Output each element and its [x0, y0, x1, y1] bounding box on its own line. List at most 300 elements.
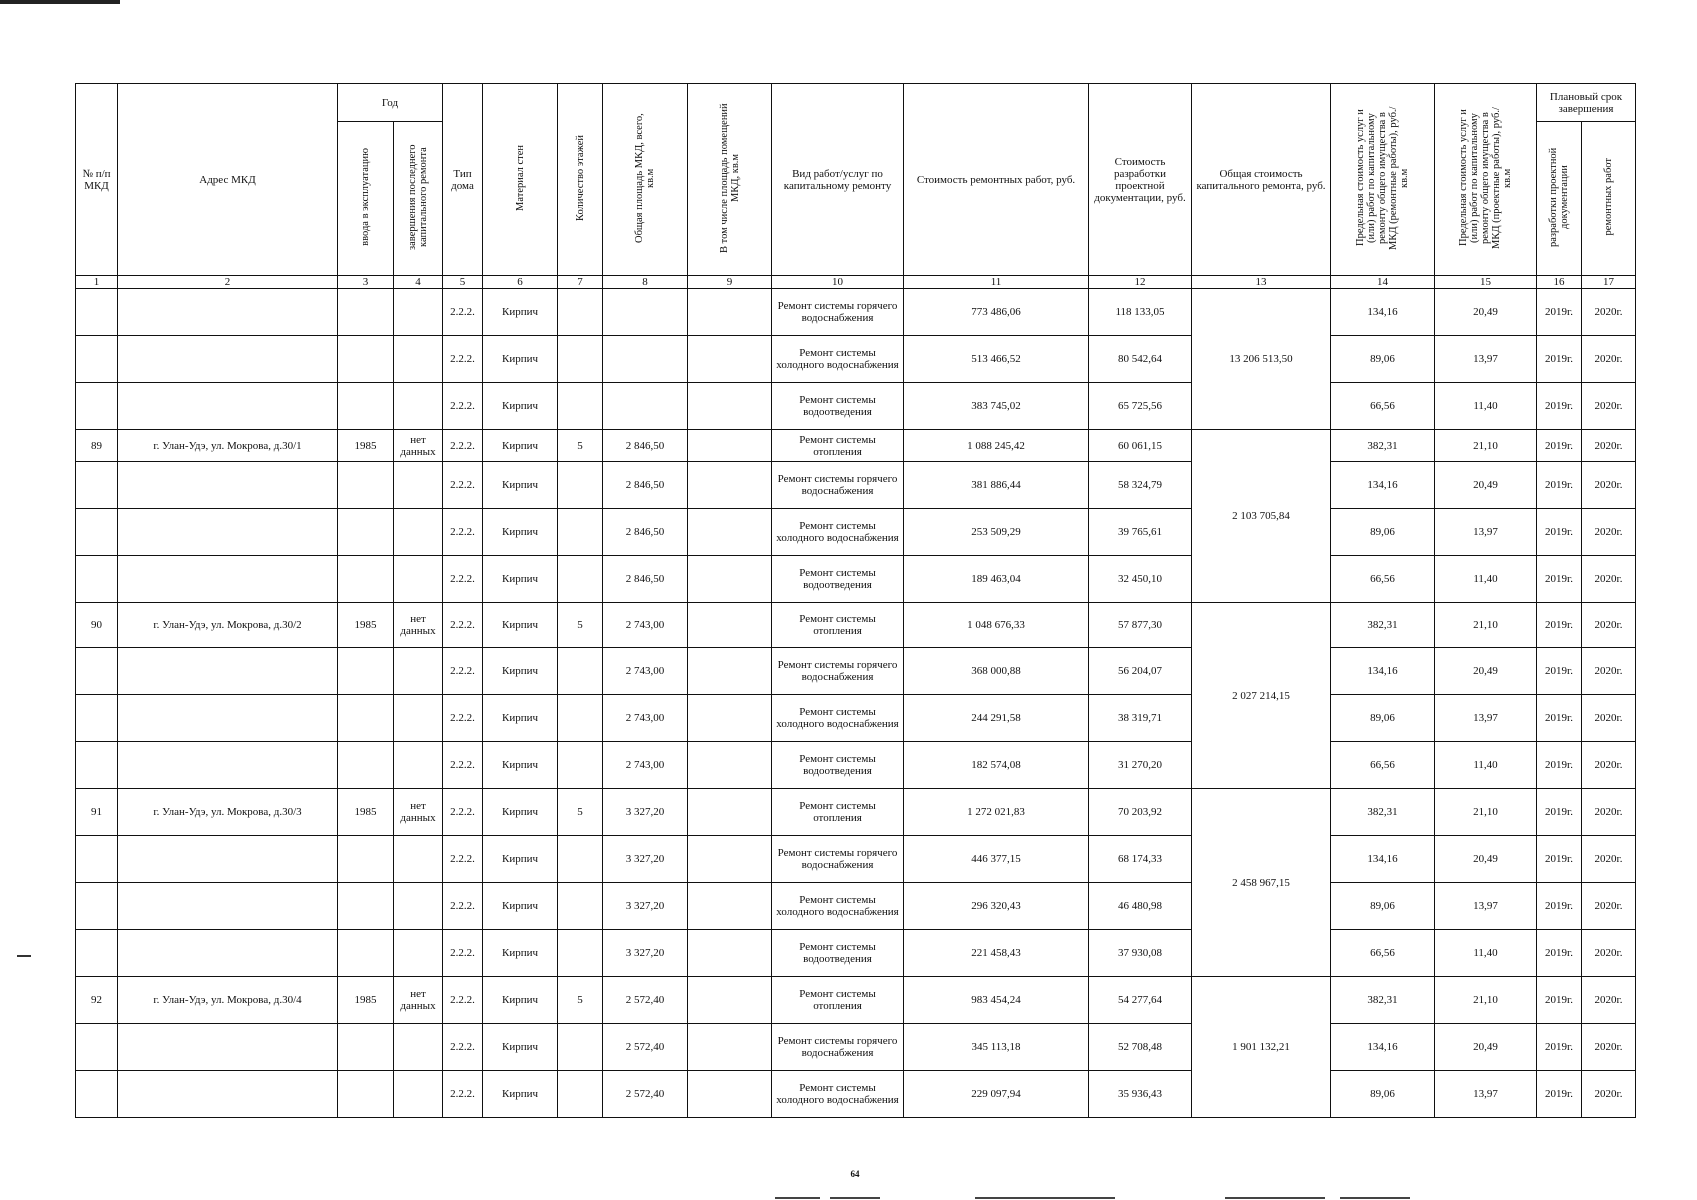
- cell-planned-design: 2019г.: [1537, 462, 1582, 509]
- cell-repair-cost: 345 113,18: [904, 1024, 1089, 1071]
- cell-premises-area: [688, 883, 772, 930]
- header-year-commission-text: ввода в эксплуатацию: [360, 148, 371, 246]
- cell-floors: 5: [558, 603, 603, 648]
- cell-planned-repair: 2020г.: [1582, 430, 1636, 462]
- cell-year-last-repair: нет данных: [394, 430, 443, 462]
- cell-year-commission: [338, 336, 394, 383]
- cell-work-type: Ремонт системы водоотведения: [772, 556, 904, 603]
- cell-premises-area: [688, 383, 772, 430]
- cell-work-type: Ремонт системы водоотведения: [772, 742, 904, 789]
- cell-num: [76, 930, 118, 977]
- cell-floors: [558, 695, 603, 742]
- cell-planned-design: 2019г.: [1537, 289, 1582, 336]
- table-row: [76, 977, 1636, 1024]
- cell-work-type: Ремонт системы отопления: [772, 430, 904, 462]
- col-number: 16: [1537, 276, 1582, 289]
- cell-repair-cost: 1 088 245,42: [904, 430, 1089, 462]
- cell-limit-repair: 89,06: [1331, 695, 1435, 742]
- col-number: 6: [483, 276, 558, 289]
- cell-floors: 5: [558, 789, 603, 836]
- col-number: 11: [904, 276, 1089, 289]
- cell-limit-repair: 134,16: [1331, 1024, 1435, 1071]
- cell-year-last-repair: [394, 836, 443, 883]
- cell-repair-cost: 383 745,02: [904, 383, 1089, 430]
- col-number: 12: [1089, 276, 1192, 289]
- cell-floors: [558, 336, 603, 383]
- cell-design-cost: 70 203,92: [1089, 789, 1192, 836]
- cell-address: г. Улан-Удэ, ул. Мокрова, д.30/1: [118, 430, 338, 462]
- cell-design-cost: 58 324,79: [1089, 462, 1192, 509]
- cell-total-area: [603, 336, 688, 383]
- cell-total-area: 2 743,00: [603, 648, 688, 695]
- cell-limit-repair: 89,06: [1331, 509, 1435, 556]
- cell-total-area: [603, 383, 688, 430]
- cell-wall-material: Кирпич: [483, 462, 558, 509]
- header-year-last-repair-text: завершения последнего капитального ремонта: [407, 144, 429, 250]
- cell-year-commission: [338, 648, 394, 695]
- cell-limit-design: 11,40: [1435, 930, 1537, 977]
- table-row: [76, 430, 1636, 462]
- cell-num: 89: [76, 430, 118, 462]
- cell-planned-repair: 2020г.: [1582, 603, 1636, 648]
- cell-premises-area: [688, 556, 772, 603]
- cell-limit-design: 13,97: [1435, 695, 1537, 742]
- cell-limit-repair: 382,31: [1331, 789, 1435, 836]
- col-number: 8: [603, 276, 688, 289]
- cell-floors: [558, 1024, 603, 1071]
- cell-floors: [558, 930, 603, 977]
- cell-num: [76, 742, 118, 789]
- cell-design-cost: 68 174,33: [1089, 836, 1192, 883]
- header-limit-repair: [1331, 84, 1435, 276]
- cell-limit-repair: 134,16: [1331, 836, 1435, 883]
- cell-limit-design: 21,10: [1435, 603, 1537, 648]
- cell-house-type: 2.2.2.: [443, 742, 483, 789]
- cell-num: 90: [76, 603, 118, 648]
- cell-wall-material: Кирпич: [483, 648, 558, 695]
- cell-premises-area: [688, 509, 772, 556]
- cell-premises-area: [688, 462, 772, 509]
- cell-limit-repair: 382,31: [1331, 977, 1435, 1024]
- cell-wall-material: Кирпич: [483, 1071, 558, 1118]
- table-row: [76, 603, 1636, 648]
- cell-repair-cost: 244 291,58: [904, 695, 1089, 742]
- cell-planned-repair: 2020г.: [1582, 336, 1636, 383]
- header-planned-repair-text: ремонтных работ: [1603, 158, 1614, 236]
- cell-work-type: Ремонт системы холодного водоснабжения: [772, 509, 904, 556]
- footer-line: [1340, 1197, 1410, 1199]
- cell-wall-material: Кирпич: [483, 1024, 558, 1071]
- header-year-commission: [338, 122, 394, 276]
- cell-num: [76, 695, 118, 742]
- cell-repair-cost: 1 272 021,83: [904, 789, 1089, 836]
- col-number: 5: [443, 276, 483, 289]
- cell-house-type: 2.2.2.: [443, 383, 483, 430]
- cell-address: [118, 836, 338, 883]
- cell-planned-design: 2019г.: [1537, 930, 1582, 977]
- cell-address: [118, 930, 338, 977]
- header-limit-design-text: Предельная стоимость услуг и (или) работ по капитальному ремонту общего имущества в МКД (проектные работы), руб./кв.м: [1458, 107, 1513, 249]
- cell-floors: [558, 1071, 603, 1118]
- cell-house-type: 2.2.2.: [443, 462, 483, 509]
- cell-design-cost: 56 204,07: [1089, 648, 1192, 695]
- cell-work-type: Ремонт системы водоотведения: [772, 930, 904, 977]
- table-row: [76, 383, 1636, 430]
- cell-house-type: 2.2.2.: [443, 430, 483, 462]
- col-number: 17: [1582, 276, 1636, 289]
- cell-work-type: Ремонт системы холодного водоснабжения: [772, 336, 904, 383]
- cell-num: [76, 289, 118, 336]
- cell-limit-repair: 89,06: [1331, 1071, 1435, 1118]
- footer-line: [1225, 1197, 1325, 1199]
- cell-premises-area: [688, 1071, 772, 1118]
- cell-premises-area: [688, 1024, 772, 1071]
- header-floors-text: Количество этажей: [574, 135, 586, 221]
- cell-wall-material: Кирпич: [483, 883, 558, 930]
- cell-floors: [558, 383, 603, 430]
- table-row: [76, 509, 1636, 556]
- cell-year-last-repair: [394, 383, 443, 430]
- cell-year-commission: [338, 742, 394, 789]
- header-design-cost: Стоимость разработки проектной документации, руб.: [1089, 84, 1192, 276]
- cell-year-last-repair: [394, 930, 443, 977]
- cell-planned-repair: 2020г.: [1582, 836, 1636, 883]
- footer-line: [975, 1197, 1115, 1199]
- cell-num: [76, 556, 118, 603]
- cell-total-cost: 1 901 132,21: [1192, 977, 1331, 1118]
- cell-planned-design: 2019г.: [1537, 336, 1582, 383]
- cell-work-type: Ремонт системы горячего водоснабжения: [772, 648, 904, 695]
- cell-address: г. Улан-Удэ, ул. Мокрова, д.30/2: [118, 603, 338, 648]
- cell-work-type: Ремонт системы холодного водоснабжения: [772, 1071, 904, 1118]
- cell-limit-repair: 134,16: [1331, 289, 1435, 336]
- cell-planned-design: 2019г.: [1537, 430, 1582, 462]
- cell-year-last-repair: [394, 695, 443, 742]
- table-row: [76, 462, 1636, 509]
- cell-year-last-repair: [394, 742, 443, 789]
- cell-limit-repair: 89,06: [1331, 883, 1435, 930]
- cell-year-last-repair: [394, 1071, 443, 1118]
- cell-year-commission: [338, 462, 394, 509]
- header-total-area-text: Общая площадь МКД, всего, кв.м: [634, 113, 656, 243]
- cell-premises-area: [688, 430, 772, 462]
- cell-total-area: 3 327,20: [603, 883, 688, 930]
- cell-premises-area: [688, 603, 772, 648]
- cell-repair-cost: 253 509,29: [904, 509, 1089, 556]
- cell-address: [118, 556, 338, 603]
- cell-repair-cost: 296 320,43: [904, 883, 1089, 930]
- cell-wall-material: Кирпич: [483, 509, 558, 556]
- header-work-type: Вид работ/услуг по капитальному ремонту: [772, 84, 904, 276]
- cell-work-type: Ремонт системы горячего водоснабжения: [772, 462, 904, 509]
- cell-total-area: 2 572,40: [603, 1071, 688, 1118]
- cell-planned-repair: 2020г.: [1582, 556, 1636, 603]
- cell-planned-repair: 2020г.: [1582, 789, 1636, 836]
- col-number: 9: [688, 276, 772, 289]
- cell-repair-cost: 189 463,04: [904, 556, 1089, 603]
- cell-repair-cost: 381 886,44: [904, 462, 1089, 509]
- cell-planned-design: 2019г.: [1537, 742, 1582, 789]
- cell-house-type: 2.2.2.: [443, 836, 483, 883]
- cell-planned-design: 2019г.: [1537, 977, 1582, 1024]
- cell-design-cost: 60 061,15: [1089, 430, 1192, 462]
- cell-planned-repair: 2020г.: [1582, 883, 1636, 930]
- cell-planned-repair: 2020г.: [1582, 648, 1636, 695]
- cell-planned-repair: 2020г.: [1582, 930, 1636, 977]
- scan-side-mark: [17, 955, 31, 957]
- cell-address: [118, 1024, 338, 1071]
- cell-premises-area: [688, 977, 772, 1024]
- cell-year-last-repair: нет данных: [394, 603, 443, 648]
- cell-year-last-repair: [394, 883, 443, 930]
- cell-repair-cost: 229 097,94: [904, 1071, 1089, 1118]
- cell-design-cost: 32 450,10: [1089, 556, 1192, 603]
- cell-year-commission: [338, 289, 394, 336]
- table-row: [76, 836, 1636, 883]
- cell-work-type: Ремонт системы холодного водоснабжения: [772, 695, 904, 742]
- cell-wall-material: Кирпич: [483, 336, 558, 383]
- cell-house-type: 2.2.2.: [443, 336, 483, 383]
- header-wall-material-text: Материал стен: [514, 145, 526, 211]
- header-repair-cost: Стоимость ремонтных работ, руб.: [904, 84, 1089, 276]
- cell-house-type: 2.2.2.: [443, 977, 483, 1024]
- cell-year-last-repair: [394, 1024, 443, 1071]
- cell-floors: [558, 509, 603, 556]
- cell-year-commission: [338, 1071, 394, 1118]
- cell-work-type: Ремонт системы водоотведения: [772, 383, 904, 430]
- cell-design-cost: 37 930,08: [1089, 930, 1192, 977]
- cell-wall-material: Кирпич: [483, 789, 558, 836]
- cell-planned-repair: 2020г.: [1582, 383, 1636, 430]
- header-limit-design: [1435, 84, 1537, 276]
- cell-year-commission: [338, 1024, 394, 1071]
- cell-address: [118, 289, 338, 336]
- cell-premises-area: [688, 695, 772, 742]
- table-row: [76, 289, 1636, 336]
- cell-floors: [558, 742, 603, 789]
- cell-year-last-repair: нет данных: [394, 977, 443, 1024]
- cell-house-type: 2.2.2.: [443, 289, 483, 336]
- header-planned-design-text: разработки проектной документации: [1548, 147, 1570, 247]
- cell-repair-cost: 182 574,08: [904, 742, 1089, 789]
- cell-year-commission: 1985: [338, 789, 394, 836]
- cell-year-commission: [338, 556, 394, 603]
- col-number: 15: [1435, 276, 1537, 289]
- table-row: [76, 1071, 1636, 1118]
- cell-planned-design: 2019г.: [1537, 883, 1582, 930]
- cell-planned-design: 2019г.: [1537, 836, 1582, 883]
- header-wall-material: [483, 84, 558, 276]
- cell-wall-material: Кирпич: [483, 556, 558, 603]
- cell-limit-design: 20,49: [1435, 462, 1537, 509]
- cell-address: г. Улан-Удэ, ул. Мокрова, д.30/4: [118, 977, 338, 1024]
- header-premises-area: [688, 84, 772, 276]
- cell-planned-design: 2019г.: [1537, 1071, 1582, 1118]
- cell-design-cost: 80 542,64: [1089, 336, 1192, 383]
- cell-year-commission: [338, 695, 394, 742]
- scan-top-mark: [0, 0, 120, 4]
- cell-total-cost: 2 458 967,15: [1192, 789, 1331, 977]
- header-floors: [558, 84, 603, 276]
- header-total-area: [603, 84, 688, 276]
- cell-year-commission: [338, 883, 394, 930]
- header-num: № п/п МКД: [76, 84, 118, 276]
- cell-year-last-repair: [394, 336, 443, 383]
- cell-limit-design: 13,97: [1435, 336, 1537, 383]
- footer-line: [775, 1197, 820, 1199]
- cell-wall-material: Кирпич: [483, 289, 558, 336]
- cell-planned-repair: 2020г.: [1582, 1071, 1636, 1118]
- page-number: 64: [850, 1169, 860, 1179]
- cell-wall-material: Кирпич: [483, 930, 558, 977]
- cell-limit-design: 20,49: [1435, 289, 1537, 336]
- table-row: [76, 1024, 1636, 1071]
- cell-house-type: 2.2.2.: [443, 603, 483, 648]
- cell-num: 92: [76, 977, 118, 1024]
- cell-premises-area: [688, 648, 772, 695]
- header-planned-repair: [1582, 122, 1636, 276]
- cell-total-area: 3 327,20: [603, 930, 688, 977]
- cell-limit-design: 11,40: [1435, 742, 1537, 789]
- cell-total-area: 2 743,00: [603, 603, 688, 648]
- cell-house-type: 2.2.2.: [443, 556, 483, 603]
- cell-limit-design: 20,49: [1435, 836, 1537, 883]
- cell-num: [76, 1071, 118, 1118]
- cell-year-commission: [338, 836, 394, 883]
- table-row: [76, 742, 1636, 789]
- cell-planned-repair: 2020г.: [1582, 695, 1636, 742]
- cell-address: [118, 336, 338, 383]
- table-body: [76, 289, 1636, 1118]
- cell-year-last-repair: [394, 648, 443, 695]
- cell-year-last-repair: [394, 289, 443, 336]
- header-house-type: Тип дома: [443, 84, 483, 276]
- cell-design-cost: 35 936,43: [1089, 1071, 1192, 1118]
- col-number: 10: [772, 276, 904, 289]
- cell-planned-repair: 2020г.: [1582, 977, 1636, 1024]
- cell-design-cost: 39 765,61: [1089, 509, 1192, 556]
- col-number: 14: [1331, 276, 1435, 289]
- cell-premises-area: [688, 789, 772, 836]
- cell-num: [76, 836, 118, 883]
- col-number: 4: [394, 276, 443, 289]
- cell-total-area: 2 846,50: [603, 430, 688, 462]
- column-numbers-row: [76, 276, 1636, 289]
- cell-work-type: Ремонт системы отопления: [772, 789, 904, 836]
- cell-total-area: 2 846,50: [603, 509, 688, 556]
- cell-limit-design: 21,10: [1435, 789, 1537, 836]
- cell-planned-design: 2019г.: [1537, 789, 1582, 836]
- header-address: Адрес МКД: [118, 84, 338, 276]
- cell-limit-repair: 382,31: [1331, 430, 1435, 462]
- cell-planned-design: 2019г.: [1537, 1024, 1582, 1071]
- col-number: 7: [558, 276, 603, 289]
- cell-wall-material: Кирпич: [483, 836, 558, 883]
- cell-num: [76, 462, 118, 509]
- cell-limit-design: 21,10: [1435, 977, 1537, 1024]
- cell-total-area: 2 572,40: [603, 1024, 688, 1071]
- cell-house-type: 2.2.2.: [443, 509, 483, 556]
- cell-design-cost: 52 708,48: [1089, 1024, 1192, 1071]
- cell-address: [118, 883, 338, 930]
- header-year-last-repair: [394, 122, 443, 276]
- cell-premises-area: [688, 930, 772, 977]
- cell-work-type: Ремонт системы горячего водоснабжения: [772, 289, 904, 336]
- cell-num: 91: [76, 789, 118, 836]
- header-total-cost: Общая стоимость капитального ремонта, руб.: [1192, 84, 1331, 276]
- table-row: [76, 789, 1636, 836]
- cell-design-cost: 118 133,05: [1089, 289, 1192, 336]
- cell-total-area: 3 327,20: [603, 836, 688, 883]
- cell-year-commission: 1985: [338, 430, 394, 462]
- cell-total-area: 2 846,50: [603, 556, 688, 603]
- col-number: 3: [338, 276, 394, 289]
- cell-limit-repair: 89,06: [1331, 336, 1435, 383]
- cell-house-type: 2.2.2.: [443, 648, 483, 695]
- cell-repair-cost: 773 486,06: [904, 289, 1089, 336]
- cell-limit-repair: 382,31: [1331, 603, 1435, 648]
- cell-limit-repair: 66,56: [1331, 556, 1435, 603]
- cell-num: [76, 883, 118, 930]
- cell-planned-design: 2019г.: [1537, 603, 1582, 648]
- cell-wall-material: Кирпич: [483, 603, 558, 648]
- header-limit-repair-text: Предельная стоимость услуг и (или) работ по капитальному ремонту общего имущества в МКД (ремонтные работы), руб./кв.м: [1355, 106, 1410, 250]
- cell-planned-design: 2019г.: [1537, 509, 1582, 556]
- col-number: 2: [118, 276, 338, 289]
- cell-total-cost: 2 027 214,15: [1192, 603, 1331, 789]
- cell-wall-material: Кирпич: [483, 977, 558, 1024]
- cell-address: [118, 742, 338, 789]
- cell-limit-design: 13,97: [1435, 1071, 1537, 1118]
- cell-design-cost: 65 725,56: [1089, 383, 1192, 430]
- cell-work-type: Ремонт системы горячего водоснабжения: [772, 1024, 904, 1071]
- table-row: [76, 930, 1636, 977]
- cell-total-area: 3 327,20: [603, 789, 688, 836]
- cell-floors: 5: [558, 430, 603, 462]
- cell-floors: [558, 556, 603, 603]
- repair-table: [75, 83, 1636, 1118]
- cell-house-type: 2.2.2.: [443, 1024, 483, 1071]
- cell-year-commission: [338, 509, 394, 556]
- cell-repair-cost: 983 454,24: [904, 977, 1089, 1024]
- header-planned: Плановый срок завершения: [1537, 84, 1636, 122]
- cell-num: [76, 648, 118, 695]
- cell-address: [118, 383, 338, 430]
- cell-design-cost: 54 277,64: [1089, 977, 1192, 1024]
- cell-total-area: 2 743,00: [603, 695, 688, 742]
- cell-house-type: 2.2.2.: [443, 1071, 483, 1118]
- cell-floors: [558, 462, 603, 509]
- cell-wall-material: Кирпич: [483, 695, 558, 742]
- cell-address: [118, 695, 338, 742]
- cell-year-last-repair: нет данных: [394, 789, 443, 836]
- table-row: [76, 648, 1636, 695]
- cell-year-commission: [338, 383, 394, 430]
- col-number: 1: [76, 276, 118, 289]
- cell-total-area: 2 743,00: [603, 742, 688, 789]
- cell-num: [76, 383, 118, 430]
- cell-limit-design: 21,10: [1435, 430, 1537, 462]
- cell-year-last-repair: [394, 556, 443, 603]
- cell-planned-repair: 2020г.: [1582, 289, 1636, 336]
- cell-floors: [558, 289, 603, 336]
- cell-floors: [558, 883, 603, 930]
- cell-planned-repair: 2020г.: [1582, 742, 1636, 789]
- footer-line: [830, 1197, 880, 1199]
- header-year: Год: [338, 84, 443, 122]
- cell-year-commission: [338, 930, 394, 977]
- cell-house-type: 2.2.2.: [443, 789, 483, 836]
